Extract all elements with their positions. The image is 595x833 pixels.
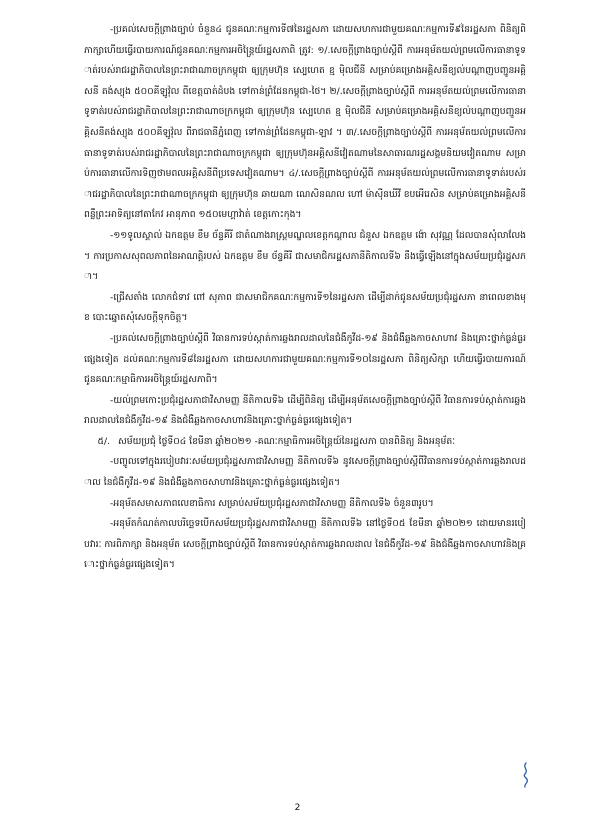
section-title: សម័យប្រជុំ ថ្ងៃទី០៤ ខែមីនា ឆ្នាំ២០២១ -គណៈកម្មាធិការអចិន្ត្រៃយ៍នៃរដ្ឋសភា បានពិនិត្យ និងអនុម័តៈ	[118, 435, 456, 447]
paragraph-session-date: -អនុម័តកំណត់កាលបរិច្ឆេទបើកសម័យប្រជុំរដ្ឋសភាជាវិសាមញ្ញ នីតិកាលទី៦ នៅថ្ងៃទី០៥ ខែមីនា ឆ្នាំ២០២១ ដោយមានរបៀបវារៈ ការពិភាក្សា និងអនុម័ត សេចក្តីព្រាងច្បាប់ស្តីពី វិធានការទប់ស្កាត់ការឆ្លងរាលដាល នៃជំងឺកូវីដ-១៩ និងជំងឺឆ្លងកាចសាហាវនិងគ្រោះថ្នាក់ធ្ងន់ធ្ងរផ្សេងទៀត។	[84, 518, 526, 571]
section-heading-meeting	[84, 432, 526, 453]
document-body	[84, 20, 526, 576]
paragraph-convene-session: -យល់ព្រមកោះប្រជុំរដ្ឋសភាជាវិសាមញ្ញ នីតិកាលទី៦ ដើម្បីពិនិត្យ ដើម្បីអនុម័តសេចក្តីព្រាងច្បាប់ស្តីពី វិធានការទប់ស្កាត់ការឆ្លងរាលដាលនៃជំងឺកូវីដ-១៩ និងជំងឺឆ្លងកាចសាហាវនិងគ្រោះថ្នាក់ធ្ងន់ធ្ងរផ្សេងទៀត។	[84, 394, 526, 427]
paragraph-include-agenda: -បញ្ចូលទៅក្នុងរបៀបវារៈសម័យប្រជុំរដ្ឋសភាជាវិសាមញ្ញ នីតិកាលទី៦ នូវសេចក្តីព្រាងច្បាប់ស្តីពីវិធានការទប់ស្កាត់ការឆ្លងរាលដាល នៃជំងឺកូវីដ-១៩ និងជំងឺឆ្លងកាចសាហាវនិងគ្រោះថ្នាក់ធ្ងន់ធ្ងរផ្សេងទៀត។	[84, 456, 526, 489]
paragraph-recognize-representative: -១១ទូលស្គាល់ ឯកឧត្តម ខឹម ច័ន្ទគីរី ជាតំណាងរាស្ត្រមណ្ឌលខេត្តកណ្តាល ជំនួស ឯកឧត្តម ង៉ោ សុវណ្ណ ដែលបានសុំលាលែង។ ការប្រកាសសុពលភាពនៃអាណត្តិរបស់ ឯកឧត្តម ខឹម ច័ន្ទគីរី ជាសមាជិករដ្ឋសភានីតិកាលទី៦ នឹងធ្វើឡើងនៅក្នុងសម័យប្រជុំរដ្ឋសភា។	[84, 229, 526, 283]
paragraph-assign-covid-law: -ប្រគល់សេចក្តីព្រាងច្បាប់ស្តីពី វិធានការទប់ស្កាត់ការឆ្លងរាលដាលនៃជំងឺកូវីដ-១៩ និងជំងឺឆ្លងកាចសាហាវ និងគ្រោះថ្នាក់ធ្ងន់ធ្ងរផ្សេងទៀត ដល់គណៈកម្មការទី៨នៃរដ្ឋសភា ដោយសហការជាមួយគណៈកម្មការទី១០នៃរដ្ឋសភា ពិនិត្យសិក្សា ហើយធ្វើរបាយការណ៍ ជូនគណៈកម្មាធិការអចិន្ត្រៃយ៍រដ្ឋសភាពិ។	[84, 332, 526, 386]
paragraph-assign-draft-laws: -ប្រគល់សេចក្តីព្រាងច្បាប់ ចំនួន៤ ជូនគណៈកម្មការទី៧នៃរដ្ឋសភា ដោយសហការជាមួយគណៈកម្មការទី៩នៃរដ្ឋសភា ពិនិត្យពិភាក្សាហើយធ្វើរបាយការណ៍ជូនគណៈកម្មការអចិន្ត្រៃយ៍រដ្ឋសភាពិ ត្រូវ: ១/.សេចក្តីព្រាងច្បាប់ស្តីពី ការអនុម័តយល់ព្រមលើការធានាទូទាត់របស់រាជរដ្ឋាភិបាលនៃព្រះរាជាណាចក្រកម្ពុជា ឲ្យក្រុមហ៊ុន ស្បេហេត ខ្ម ម៉ិលជីនី សម្រាប់គម្រោងអគ្គិសនីខ្យល់បណ្តាញបញ្ជូនអគ្គិសនី តង់ស្យុង ៥០០គីឡូវ៉ុល ពីខេត្តបាត់ដំបង ទៅកាន់ព្រំដែនកម្ពុជា-ថៃ។ ២/.សេចក្តីព្រាងច្បាប់ស្តីពី ការអនុម័តយល់ព្រមលើការធានាទូទាត់របស់រាជរដ្ឋាភិបាលនៃព្រះរាជាណាចក្រកម្ពុជា ឲ្យក្រុមហ៊ុន ស្បេហេត ខ្ម ម៉ិលជីនី សម្រាប់គម្រោងអគ្គិសនីខ្យល់បណ្តាញបញ្ជូនអគ្គិសនីតង់ស្យុង ៥០០គីឡូវ៉ុល ពីរាជធានីភ្នំពេញ ទៅកាន់ព្រំដែនកម្ពុជា-ឡាវ ។ ៣/.សេចក្តីព្រាងច្បាប់ស្តីពី ការអនុម័តយល់ព្រមលើការធានាទូទាត់របស់រាជរដ្ឋាភិបាលនៃព្រះរាជាណាចក្រកម្ពុជា ឲ្យក្រុមហ៊ុនអគ្គិសនីវៀតណាមនៃសាធារណរដ្ឋសង្គមនិយមវៀតណាម សម្រាប់ការធានាលើការទិញថាមពលអគ្គិសនីពីប្រទេសវៀតណាម។ ៤/.សេចក្តីព្រាងច្បាប់ស្តីពី ការអនុម័តយល់ព្រមលើការធានាទូទាត់របស់រាជរដ្ឋាភិបាលនៃព្រះរាជាណាចក្រកម្ពុជា ឲ្យក្រុមហ៊ុន ឆាយណា ណេសិនណល ហៅ ម៉ាស៊ីនឃីវី ខបអើរេសិន សម្រាប់គម្រោងអគ្គិសនីពន្លឺព្រះអាទិត្យនៅតាកែវ អានុភាព ១៥០មេហ្គាវ៉ាត់ ខេត្តកោះកុង។	[84, 24, 526, 221]
section-number: ៥/.	[97, 435, 110, 447]
paragraph-appoint-member: -ជ្រើសតាំង លោកជំទាវ ពៅ សុភាព ជាសមាជិកគណៈកម្មការទី១នៃរដ្ឋសភា ដើម្បីដាក់ជូនសម័យប្រជុំរដ្ឋសភា នាពេលខាងមុខ បោះឆ្នោតសុំសេចក្តីទុកចិត្ត។	[84, 291, 526, 324]
page-number: 2	[294, 803, 301, 813]
handwritten-initial-mark	[519, 762, 533, 788]
paragraph-secretariat: -អនុម័តសមាសភាពលេខាធិការ សម្រាប់សម័យប្រជុំរដ្ឋសភាជាវិសាមញ្ញ នីតិកាលទី៦ ចំនួន៣រូប។	[110, 497, 434, 509]
